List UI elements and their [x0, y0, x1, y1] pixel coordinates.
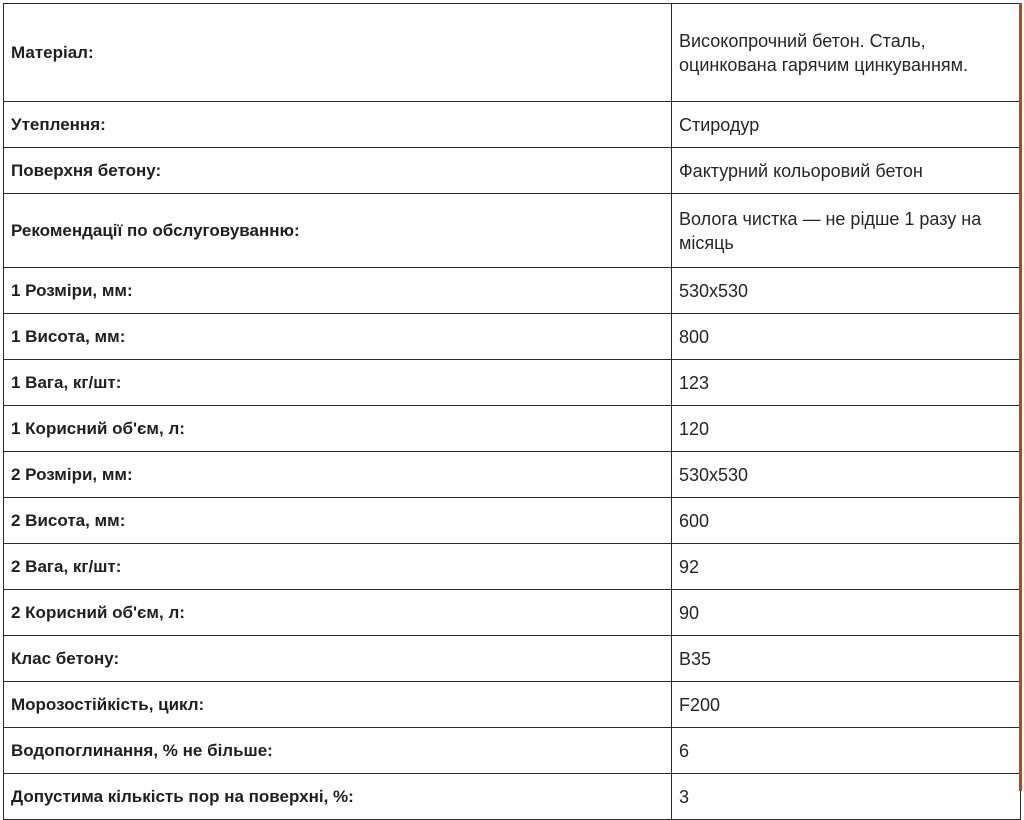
- row-value: 90: [672, 590, 1021, 636]
- right-accent-bar: [1019, 3, 1022, 791]
- row-label: Рекомендації по обслуговуванню:: [4, 194, 672, 268]
- row-value: В35: [672, 636, 1021, 682]
- table-row: [4, 360, 1021, 406]
- table-row: [4, 728, 1021, 774]
- row-value: 3: [672, 774, 1021, 820]
- row-label: 1 Розміри, мм:: [4, 268, 672, 314]
- table-row: [4, 268, 1021, 314]
- row-label: Морозостійкість, цикл:: [4, 682, 672, 728]
- row-value: Фактурний кольоровий бетон: [672, 148, 1021, 194]
- row-label: Клас бетону:: [4, 636, 672, 682]
- row-value: 92: [672, 544, 1021, 590]
- row-value: 800: [672, 314, 1021, 360]
- row-label: Водопоглинання, % не більше:: [4, 728, 672, 774]
- table-row: [4, 774, 1021, 820]
- row-value: 530x530: [672, 452, 1021, 498]
- row-value: Високопрочний бетон. Сталь, оцинкована гарячим цинкуванням.: [672, 4, 1021, 102]
- row-label: 2 Вага, кг/шт:: [4, 544, 672, 590]
- row-label: Матеріал:: [4, 4, 672, 102]
- table-row: [4, 682, 1021, 728]
- row-value: 600: [672, 498, 1021, 544]
- row-label: 2 Корисний об'єм, л:: [4, 590, 672, 636]
- table-row: [4, 314, 1021, 360]
- table-row: [4, 148, 1021, 194]
- table-row: [4, 636, 1021, 682]
- row-label: 1 Вага, кг/шт:: [4, 360, 672, 406]
- specifications-table: [3, 3, 1021, 820]
- row-value: 6: [672, 728, 1021, 774]
- row-value: Волога чистка — не рідше 1 разу на місяць: [672, 194, 1021, 268]
- row-label: 1 Висота, мм:: [4, 314, 672, 360]
- row-value: F200: [672, 682, 1021, 728]
- row-value: 530x530: [672, 268, 1021, 314]
- table-row: [4, 406, 1021, 452]
- table-row: [4, 452, 1021, 498]
- table-row: [4, 590, 1021, 636]
- row-label: Поверхня бетону:: [4, 148, 672, 194]
- row-value: Стиродур: [672, 102, 1021, 148]
- row-label: 2 Розміри, мм:: [4, 452, 672, 498]
- table-row: [4, 102, 1021, 148]
- table-row: [4, 4, 1021, 102]
- row-label: Утеплення:: [4, 102, 672, 148]
- row-value: 123: [672, 360, 1021, 406]
- table-row: [4, 498, 1021, 544]
- table-row: [4, 194, 1021, 268]
- row-value: 120: [672, 406, 1021, 452]
- table-row: [4, 544, 1021, 590]
- row-label: 1 Корисний об'єм, л:: [4, 406, 672, 452]
- row-label: Допустима кількість пор на поверхні, %:: [4, 774, 672, 820]
- row-label: 2 Висота, мм:: [4, 498, 672, 544]
